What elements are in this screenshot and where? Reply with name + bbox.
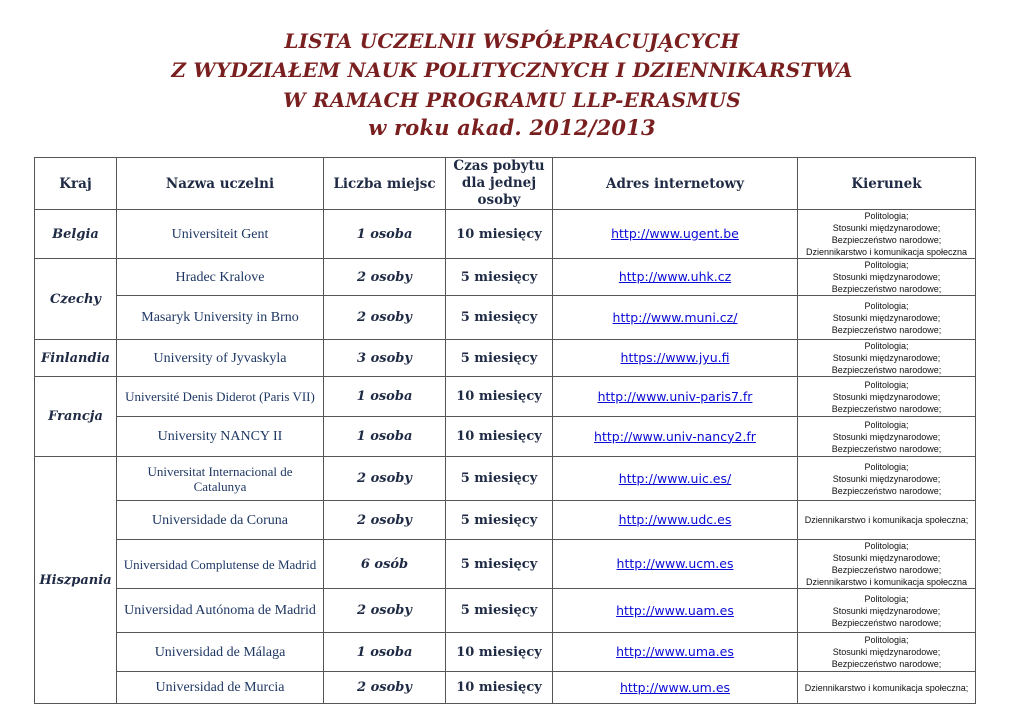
direction-item: Stosunki międzynarodowe; [832, 223, 941, 233]
universities-table [34, 157, 976, 704]
table-row [35, 417, 976, 457]
direction-list [798, 210, 976, 259]
direction-list [798, 296, 976, 340]
direction-item: Dziennikarstwo i komunikacja społeczna; [804, 515, 969, 525]
seats-count: 2 osoby [324, 296, 446, 340]
direction-item: Bezpieczeństwo narodowe; [831, 565, 942, 575]
stay-duration: 10 miesięcy [446, 633, 553, 672]
direction-item: Stosunki międzynarodowe; [832, 272, 941, 282]
website-cell [553, 672, 798, 704]
direction-item: Politologia; [864, 635, 909, 645]
table-row [35, 210, 976, 259]
stay-duration: 5 miesięcy [446, 501, 553, 540]
table-row [35, 501, 976, 540]
direction-item: Bezpieczeństwo narodowe; [831, 284, 942, 294]
direction-list [798, 672, 976, 704]
title-line-2: Z WYDZIAŁEM NAUK POLITYCZNYCH I DZIENNIKARSTWA [171, 58, 853, 82]
direction-item: Bezpieczeństwo narodowe; [831, 403, 942, 414]
direction-item: Bezpieczeństwo narodowe; [831, 324, 942, 335]
seats-count: 1 osoba [324, 210, 446, 259]
university-name: Universiteit Gent [117, 210, 324, 259]
stay-duration: 10 miesięcy [446, 417, 553, 457]
stay-duration: 5 miesięcy [446, 296, 553, 340]
stay-duration: 5 miesięcy [446, 540, 553, 589]
direction-list [798, 633, 976, 672]
direction-list [798, 457, 976, 501]
direction-item: Bezpieczeństwo narodowe; [831, 617, 942, 628]
direction-item: Stosunki międzynarodowe; [832, 391, 941, 402]
university-name: Universidad Complutense de Madrid [117, 540, 324, 589]
direction-item: Stosunki międzynarodowe; [832, 431, 941, 442]
title-line-1: LISTA UCZELNII WSPÓŁPRACUJĄCYCH [284, 29, 740, 53]
university-name: Universidad Autónoma de Madrid [117, 589, 324, 633]
direction-item: Stosunki międzynarodowe; [832, 647, 941, 657]
table-row [35, 672, 976, 704]
website-cell [553, 377, 798, 417]
direction-item: Dziennikarstwo i komunikacja społeczna [805, 577, 968, 587]
direction-item: Dziennikarstwo i komunikacja społeczna [805, 247, 968, 257]
website-link[interactable]: http://www.um.es [619, 679, 731, 695]
table-row [35, 340, 976, 377]
seats-count: 2 osoby [324, 501, 446, 540]
table-row [35, 296, 976, 340]
website-cell [553, 296, 798, 340]
university-name: Universidad de Málaga [117, 633, 324, 672]
website-link[interactable]: http://www.ugent.be [611, 226, 739, 241]
stay-duration: 10 miesięcy [446, 672, 553, 704]
stay-duration: 10 miesięcy [446, 210, 553, 259]
website-cell [553, 501, 798, 540]
seats-count: 6 osób [324, 540, 446, 589]
seats-count: 2 osoby [324, 457, 446, 501]
table-row [35, 377, 976, 417]
direction-list [798, 417, 976, 457]
direction-item: Politologia; [864, 379, 909, 390]
table-row [35, 259, 976, 296]
university-name: Masaryk University in Brno [117, 296, 324, 340]
stay-duration: 10 miesięcy [446, 377, 553, 417]
website-link[interactable]: http://www.univ-nancy2.fr [594, 428, 756, 444]
header-website: Adres internetowy [553, 158, 798, 210]
country-finlandia: Finlandia [35, 340, 117, 377]
direction-item: Politologia; [864, 419, 909, 430]
direction-item: Politologia; [864, 260, 909, 270]
header-duration: Czas pobytu dla jednej osoby [446, 158, 553, 210]
website-link[interactable]: http://www.udc.es [618, 512, 732, 527]
website-cell [553, 540, 798, 589]
direction-item: Politologia; [864, 341, 909, 351]
direction-item: Politologia; [864, 593, 909, 604]
direction-list [798, 501, 976, 540]
university-name: Université Denis Diderot (Paris VII) [117, 377, 324, 417]
university-name: Universitat Internacional de Catalunya [117, 457, 324, 501]
website-link[interactable]: http://www.univ-paris7.fr [597, 388, 753, 404]
direction-item: Bezpieczeństwo narodowe; [831, 235, 942, 245]
seats-count: 2 osoby [324, 259, 446, 296]
country-hiszpania: Hiszpania [35, 457, 117, 704]
country-belgia: Belgia [35, 210, 117, 259]
direction-item: Stosunki międzynarodowe; [832, 312, 941, 323]
header-row [35, 158, 976, 210]
direction-item: Politologia; [864, 541, 909, 551]
direction-item: Bezpieczeństwo narodowe; [831, 365, 942, 375]
stay-duration: 5 miesięcy [446, 589, 553, 633]
website-link[interactable]: http://www.uma.es [616, 644, 734, 659]
stay-duration: 5 miesięcy [446, 340, 553, 377]
seats-count: 1 osoba [324, 633, 446, 672]
direction-item: Stosunki międzynarodowe; [832, 605, 941, 616]
direction-item: Stosunki międzynarodowe; [832, 553, 941, 563]
direction-item: Bezpieczeństwo narodowe; [831, 443, 942, 454]
seats-count: 1 osoba [324, 377, 446, 417]
website-cell [553, 259, 798, 296]
website-link[interactable]: http://www.ucm.es [616, 556, 734, 571]
direction-item: Bezpieczeństwo narodowe; [831, 485, 942, 496]
website-link[interactable]: http://www.uic.es/ [618, 470, 732, 486]
table-row [35, 457, 976, 501]
website-cell [553, 633, 798, 672]
header-seats: Liczba miejsc [324, 158, 446, 210]
title-line-4: w roku akad. 2012/2013 [368, 115, 656, 140]
header-country: Kraj [35, 158, 117, 210]
direction-list [798, 340, 976, 377]
seats-count: 2 osoby [324, 672, 446, 704]
university-name: University NANCY II [117, 417, 324, 457]
header-direction: Kierunek [798, 158, 976, 210]
website-cell [553, 589, 798, 633]
direction-item: Politologia; [864, 300, 909, 311]
seats-count: 3 osoby [324, 340, 446, 377]
university-name: Universidade da Coruna [117, 501, 324, 540]
table-row [35, 540, 976, 589]
direction-item: Bezpieczeństwo narodowe; [831, 659, 942, 669]
direction-item: Stosunki międzynarodowe; [832, 353, 941, 363]
title-line-3: W RAMACH PROGRAMU LLP-ERASMUS [283, 88, 741, 112]
direction-list [798, 377, 976, 417]
website-cell [553, 457, 798, 501]
website-link[interactable]: https://www.jyu.fi [620, 350, 730, 365]
website-link[interactable]: http://www.uhk.cz [618, 269, 732, 284]
website-link[interactable]: http://www.muni.cz/ [612, 309, 738, 325]
direction-item: Dziennikarstwo i komunikacja społeczna; [804, 682, 969, 693]
website-cell [553, 417, 798, 457]
seats-count: 1 osoba [324, 417, 446, 457]
website-cell [553, 340, 798, 377]
country-czechy: Czechy [35, 259, 117, 340]
direction-list [798, 259, 976, 296]
seats-count: 2 osoby [324, 589, 446, 633]
university-name: Universidad de Murcia [117, 672, 324, 704]
direction-item: Politologia; [864, 211, 909, 221]
direction-item: Politologia; [864, 461, 909, 472]
header-university: Nazwa uczelni [117, 158, 324, 210]
stay-duration: 5 miesięcy [446, 457, 553, 501]
table-row [35, 633, 976, 672]
university-name: University of Jyvaskyla [117, 340, 324, 377]
stay-duration: 5 miesięcy [446, 259, 553, 296]
website-link[interactable]: http://www.uam.es [616, 602, 734, 618]
country-francja: Francja [35, 377, 117, 457]
direction-item: Stosunki międzynarodowe; [832, 473, 941, 484]
website-cell [553, 210, 798, 259]
direction-list [798, 540, 976, 589]
direction-list [798, 589, 976, 633]
university-name: Hradec Kralove [117, 259, 324, 296]
table-row [35, 589, 976, 633]
